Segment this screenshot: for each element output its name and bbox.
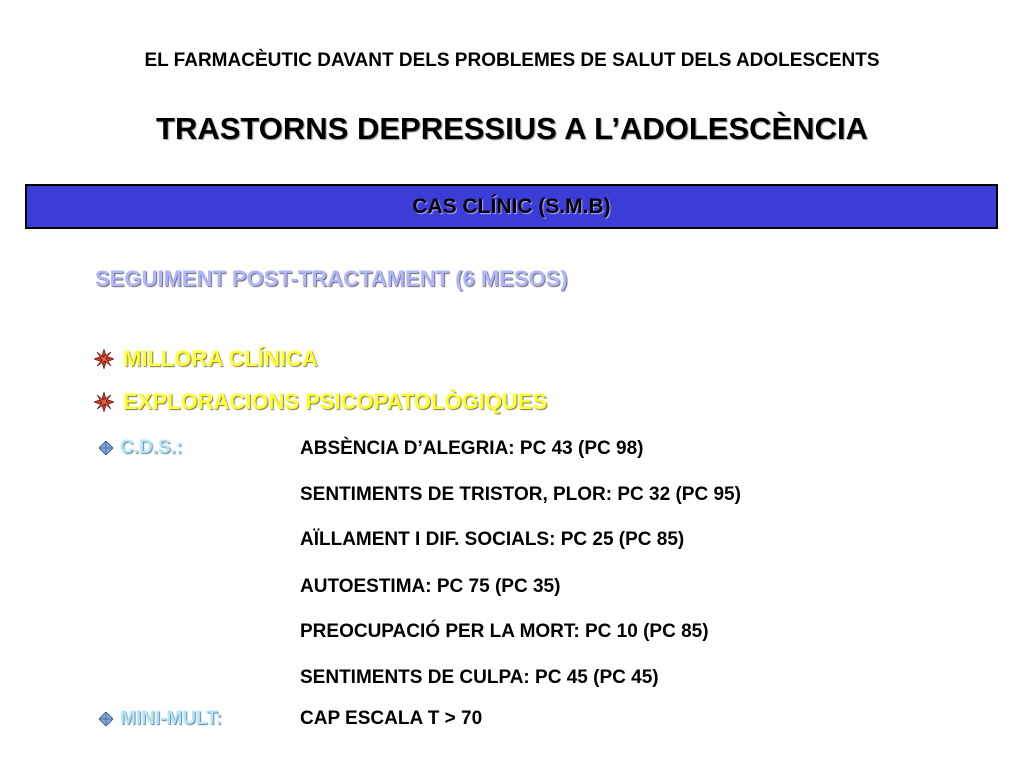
starburst-bullet-icon <box>94 349 114 369</box>
supertitle: EL FARMACÈUTIC DAVANT DELS PROBLEMES DE SALUT DELS ADOLESCENTS <box>144 50 880 71</box>
cds-item: SENTIMENTS DE CULPA: PC 45 (PC 45) <box>300 667 659 688</box>
cds-item: AÏLLAMENT I DIF. SOCIALS: PC 25 (PC 85) <box>300 529 685 550</box>
cds-label: C.D.S.: <box>120 437 183 458</box>
starburst-bullet-icon <box>94 392 114 412</box>
diamond-bullet-icon <box>99 441 113 455</box>
minimult-label: MINI-MULT: <box>120 708 223 729</box>
page-title: TRASTORNS DEPRESSIUS A L’ADOLESCÈNCIA <box>156 111 868 146</box>
case-banner <box>25 184 998 229</box>
cds-item: SENTIMENTS DE TRISTOR, PLOR: PC 32 (PC 95) <box>300 484 741 505</box>
case-banner-label: CAS CLÍNIC (S.M.B) <box>412 195 611 218</box>
cds-item: ABSÈNCIA D’ALEGRIA: PC 43 (PC 98) <box>300 438 644 459</box>
bullet-cds <box>99 437 182 459</box>
bullet-minimult <box>99 708 222 730</box>
cds-item: PREOCUPACIÓ PER LA MORT: PC 10 (PC 85) <box>300 621 709 642</box>
bullet-millora-clinica <box>94 346 318 372</box>
section-title: SEGUIMENT POST-TRACTAMENT (6 MESOS) <box>95 266 568 291</box>
minimult-value: CAP ESCALA T > 70 <box>300 708 483 729</box>
bullet-label: MILLORA CLÍNICA <box>123 346 318 371</box>
bullet-label: EXPLORACIONS PSICOPATOLÒGIQUES <box>123 389 548 414</box>
diamond-bullet-icon <box>99 712 113 726</box>
bullet-exploracions <box>94 389 547 415</box>
cds-item: AUTOESTIMA: PC 75 (PC 35) <box>300 576 561 597</box>
